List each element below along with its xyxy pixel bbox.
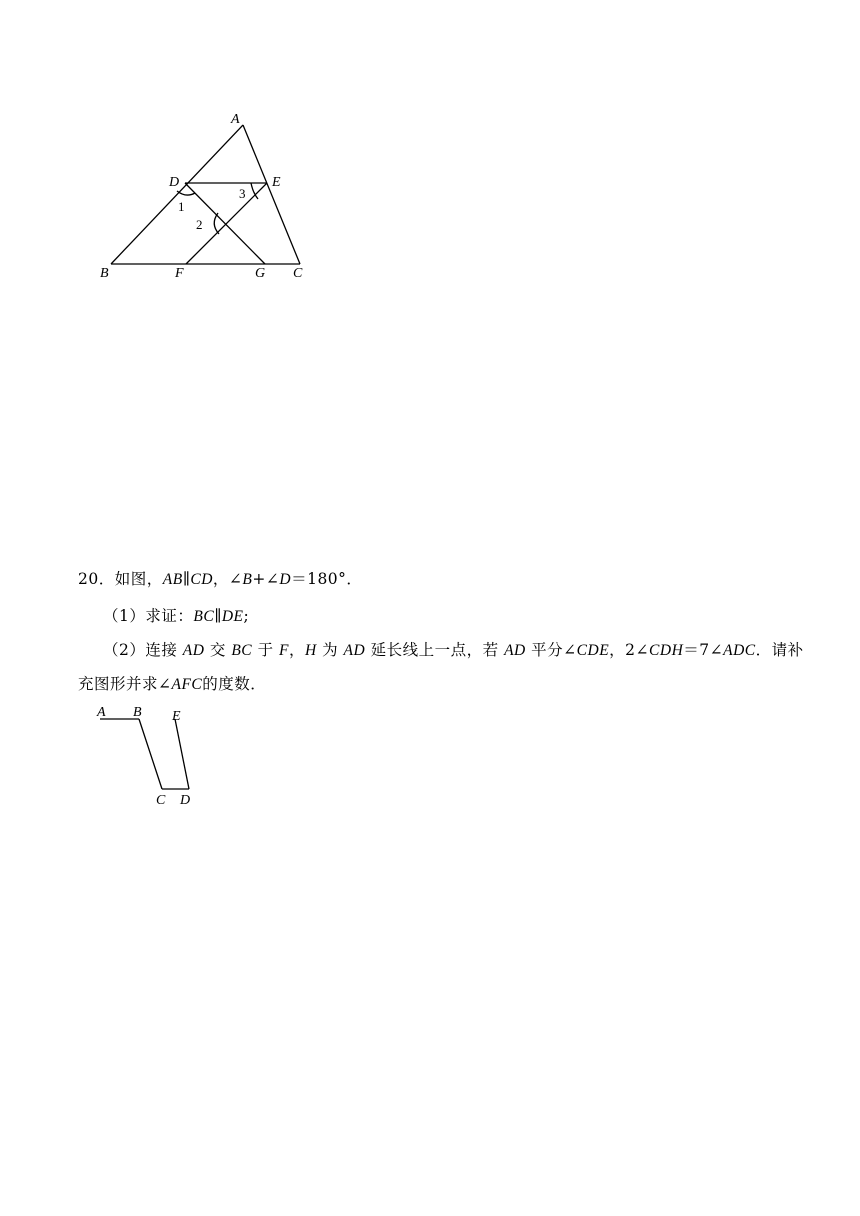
p2-t5: 为 — [316, 641, 344, 659]
angle-label-1: 1 — [178, 199, 185, 214]
part-1-end: ; — [243, 607, 250, 625]
p2-t6: 延长线上一点，若 — [365, 641, 505, 659]
p2-cdh: CDH — [649, 642, 684, 659]
question-number: 20． — [78, 570, 115, 588]
p2-line2a: 充图形并求∠ — [78, 675, 172, 693]
angle-d-text: ∠D — [265, 571, 292, 588]
label-a: A — [231, 112, 240, 127]
label-e: E — [272, 175, 281, 190]
p2-t2: 交 — [204, 641, 232, 659]
triangle-figure — [95, 105, 325, 285]
p2-h: H — [304, 642, 317, 659]
label-d: D — [169, 175, 180, 190]
segment-cd-text: CD — [190, 571, 213, 588]
p2-t9: ＝7∠ — [683, 641, 724, 659]
p2-t7: 平分∠ — [525, 641, 577, 659]
part-2-line-1 — [103, 640, 804, 661]
segment-de — [175, 719, 189, 789]
p2-t3: 于 — [252, 641, 279, 659]
p2-afc: AFC — [171, 676, 203, 693]
question-20-stem — [78, 569, 362, 590]
label-c: C — [293, 266, 303, 281]
angle-b-text: ∠B — [228, 571, 253, 588]
p2-ad1: AD — [182, 642, 205, 659]
part-2-line-2 — [78, 674, 266, 695]
label-d: D — [180, 793, 191, 808]
parallel-symbol: ∥ — [182, 570, 191, 588]
label-b: B — [133, 705, 142, 720]
segment-ab-text: AB — [162, 571, 183, 588]
label-f: F — [175, 266, 184, 281]
p2-cde: CDE — [576, 642, 610, 659]
p2-t8: ，2∠ — [609, 641, 650, 659]
segment-ab — [111, 125, 243, 264]
p2-ad3: AD — [504, 642, 526, 659]
part-1 — [103, 606, 249, 627]
label-c: C — [156, 793, 166, 808]
segment-bc — [139, 719, 162, 789]
part-1-de: DE — [221, 608, 244, 625]
label-g: G — [255, 266, 266, 281]
p2-bc: BC — [231, 642, 253, 659]
stem-intro: 如图， — [114, 570, 163, 588]
label-a: A — [97, 705, 106, 720]
plus-sign: + — [252, 570, 266, 588]
angle-label-3: 3 — [239, 186, 246, 201]
p2-ad2: AD — [343, 642, 366, 659]
label-e: E — [172, 709, 181, 724]
p2-t10: ．请补 — [755, 641, 804, 659]
p2-adc: ADC — [723, 642, 756, 659]
label-b: B — [100, 266, 109, 281]
p2-t4: ， — [288, 641, 305, 659]
angle-label-2: 2 — [196, 217, 203, 232]
p2-t1: （2）连接 — [103, 641, 183, 659]
part-1-prefix: （1）求证： — [103, 607, 194, 625]
equals-180: ＝180°． — [291, 570, 363, 588]
part-1-bc: BC — [193, 608, 215, 625]
p2-f: F — [279, 642, 289, 659]
parallel-lines-figure — [92, 700, 212, 812]
segment-ac — [243, 125, 300, 264]
stem-comma: ， — [212, 570, 229, 588]
angle-3-arc — [251, 183, 258, 199]
p2-line2b: 的度数． — [202, 675, 267, 693]
part-1-parallel: ∥ — [214, 607, 222, 625]
